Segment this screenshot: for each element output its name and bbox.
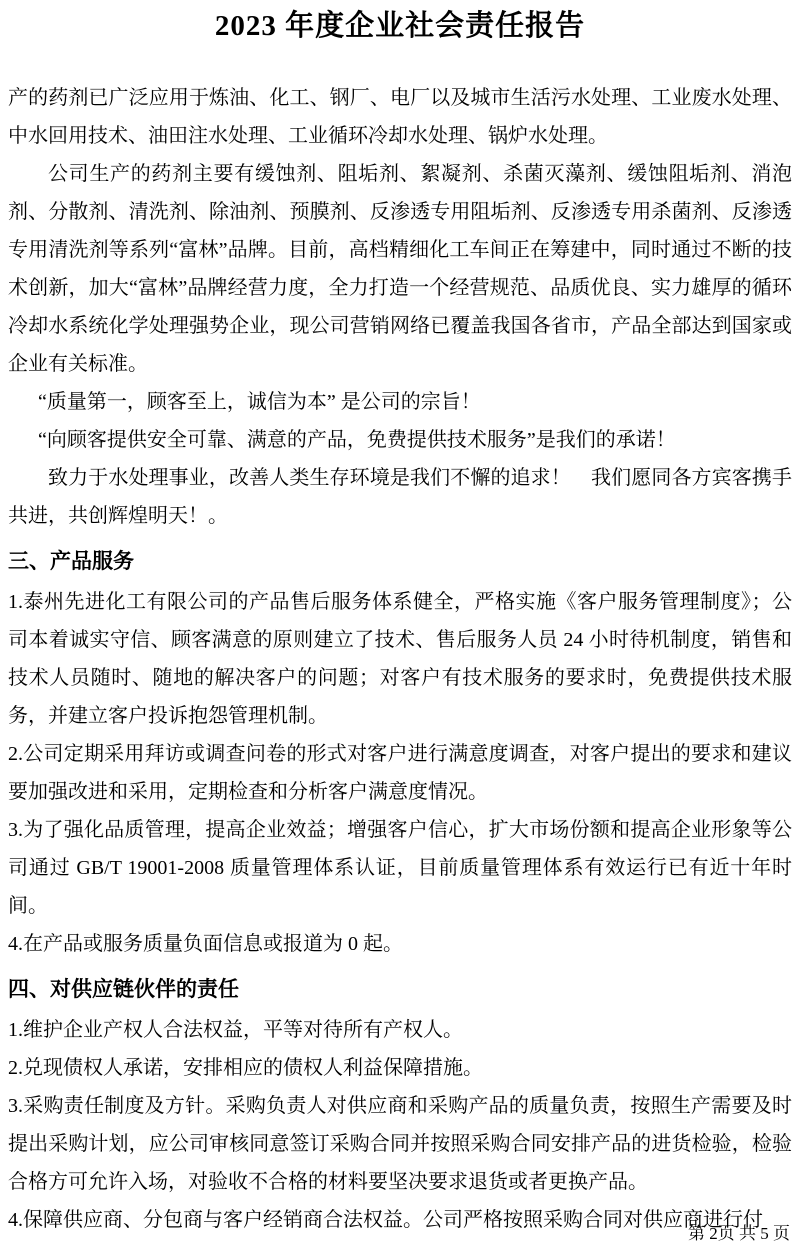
page-number: 第 2页 共 5 页	[688, 1224, 790, 1243]
paragraph-motto-pursuit: 致力于水处理事业，改善人类生存环境是我们不懈的追求！ 我们愿同各方宾客携手共进，共创辉煌明天！。	[8, 467, 792, 527]
paragraph-supply-item-3: 3.采购责任制度及方针。采购负责人对供应商和采购产品的质量负责，按照生产需要及时提出采购计划，应公司审核同意签订采购合同并按照采购合同安排产品的进货检验，检验合格方可允许入场，对验收不合格的材料要坚决要求退货或者更换产品。	[8, 1095, 792, 1193]
section-heading-product-service: 三、产品服务	[8, 550, 134, 573]
paragraph-products-overview: 公司生产的药剂主要有缓蚀剂、阻垢剂、絮凝剂、杀菌灭藻剂、缓蚀阻垢剂、消泡剂、分散剂、清洗剂、除油剂、预膜剂、反渗透专用阻垢剂、反渗透专用杀菌剂、反渗透专用清洗剂等系列“富林”品牌。目前，高档精细化工车间正在筹建中，同时通过不断的技术创新，加大“富林”品牌经营力度，全力打造一个经营规范、品质优良、实力雄厚的循环冷却水系统化学处理强势企业，现公司营销网络已覆盖我国各省市，产品全部达到国家或企业有关标准。	[8, 163, 792, 375]
paragraph-service-item-4: 4.在产品或服务质量负面信息或报道为 0 起。	[8, 933, 403, 955]
document-body	[0, 79, 800, 1239]
paragraph-supply-item-2: 2.兑现债权人承诺，安排相应的债权人利益保障措施。	[8, 1057, 483, 1079]
document-title	[0, 0, 800, 46]
paragraph-service-item-3: 3.为了强化品质管理，提高企业效益；增强客户信心，扩大市场份额和提高企业形象等公司通过 GB/T 19001-2008 质量管理体系认证，目前质量管理体系有效运行已有近十年时间。	[8, 819, 792, 917]
document-title-text: 2023 年度企业社会责任报告	[214, 10, 586, 42]
paragraph-supply-item-1: 1.维护企业产权人合法权益，平等对待所有产权人。	[8, 1019, 463, 1041]
paragraph-service-item-1: 1.泰州先进化工有限公司的产品售后服务体系健全，严格实施《客户服务管理制度》；公司本着诚实守信、顾客满意的原则建立了技术、售后服务人员 24 小时待机制度，销售和技术人员随时、随地的解决客户的问题；对客户有技术服务的要求时，免费提供技术服务，并建立客户投诉抱怨管理机制。	[8, 591, 792, 727]
section-heading-supply-chain: 四、对供应链伙伴的责任	[8, 978, 239, 1001]
paragraph-service-item-2: 2.公司定期采用拜访或调查问卷的形式对客户进行满意度调查，对客户提出的要求和建议要加强改进和采用，定期检查和分析客户满意度情况。	[8, 743, 792, 803]
paragraph-motto-quality: “质量第一，顾客至上，诚信为本” 是公司的宗旨！	[38, 391, 481, 413]
paragraph-motto-promise: “向顾客提供安全可靠、满意的产品，免费提供技术服务”是我们的承诺！	[38, 429, 676, 451]
paragraph-intro-continued: 产的药剂已广泛应用于炼油、化工、钢厂、电厂以及城市生活污水处理、工业废水处理、中水回用技术、油田注水处理、工业循环冷却水处理、锅炉水处理。	[8, 87, 792, 147]
paragraph-supply-item-4: 4.保障供应商、分包商与客户经销商合法权益。公司严格按照采购合同对供应商进行付	[8, 1209, 763, 1231]
